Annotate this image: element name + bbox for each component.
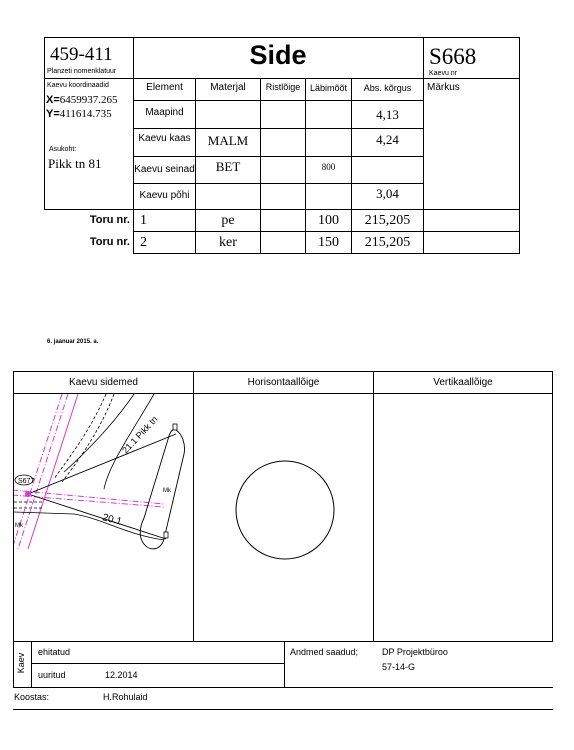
current-well-marker — [25, 491, 31, 497]
vertical-section-title: Vertikaallõige — [433, 377, 493, 388]
mk-label-left: Mk — [15, 523, 23, 529]
neighbor-well-label: S677 — [18, 478, 35, 485]
y-prefix: Y= — [46, 108, 60, 120]
col-header-cross: Ristlõige — [265, 82, 301, 92]
row-height: 4,24 — [376, 132, 399, 147]
corner-marker — [173, 424, 177, 430]
x-prefix: X= — [46, 94, 60, 106]
row-diameter: 800 — [321, 162, 336, 172]
inspected-value: 12.2014 — [105, 670, 138, 680]
row-material: MALM — [207, 133, 249, 148]
col-header-height: Abs. kõrgus — [363, 83, 412, 93]
nomenclature-number: 459-411 — [50, 44, 113, 65]
dimension-label: 20.1 — [101, 512, 123, 528]
row-element: Kaevu seinad — [134, 164, 195, 175]
horizontal-section-drawing — [194, 394, 373, 641]
col-header-material: Materjal — [210, 82, 246, 93]
col-header-diameter: Läbimõõt — [309, 83, 348, 93]
well-location-sketch — [14, 394, 193, 641]
pipe-material: pe — [221, 213, 235, 228]
coords-label: Kaevu koordinaadid — [47, 82, 109, 89]
data-source-label: Andmed saadud; — [290, 647, 359, 657]
pipe-height: 215,205 — [364, 235, 411, 250]
y-coordinate — [46, 108, 112, 120]
x-value: 6459937.265 — [59, 94, 118, 106]
pipe-label: Toru nr. — [89, 214, 130, 226]
mk-label-building: Mk — [163, 488, 171, 494]
well-section-circle — [236, 461, 334, 559]
row-material: BET — [215, 159, 241, 174]
row-element: Kaevu põhi — [139, 190, 190, 201]
pipe-number: 2 — [140, 235, 147, 250]
pipe-diameter: 150 — [318, 235, 339, 250]
pipe-number: 1 — [140, 213, 147, 228]
sketch-panel-title: Kaevu sidemed — [69, 377, 138, 388]
notes-header: Märkus — [427, 82, 460, 93]
well-number-label: Kaevu nr — [429, 70, 458, 77]
pipe-diameter: 100 — [318, 213, 339, 228]
pipe-label: Toru nr. — [89, 236, 130, 248]
location-label: Asukoht: — [49, 146, 77, 153]
document-date: 6. jaanuar 2015. a. — [47, 339, 99, 345]
street-label: 21.1 Pikk tn — [120, 414, 160, 456]
card-title: Side — [249, 40, 307, 70]
location-value: Pikk tn 81 — [48, 156, 102, 171]
y-value: 411614.735 — [59, 108, 112, 120]
row-element: Kaevu kaas — [138, 133, 191, 144]
x-coordinate — [46, 94, 118, 106]
pipe-height: 215,205 — [364, 213, 411, 228]
inspected-label: uuritud — [38, 670, 66, 680]
street-edges — [14, 394, 164, 540]
row-element: Maapind — [145, 107, 184, 118]
well-number: S668 — [429, 44, 477, 69]
pipe-material: ker — [219, 235, 237, 250]
footer-side-label: Kaev — [16, 652, 26, 674]
row-height: 3,04 — [376, 186, 399, 201]
corner-marker — [164, 532, 168, 538]
measure-line-2 — [28, 494, 166, 539]
company-name: DP Projektbüroo — [382, 647, 448, 657]
built-label: ehitatud — [38, 647, 71, 657]
horizontal-section-title: Horisontaallõige — [247, 377, 320, 388]
row-height: 4,13 — [376, 107, 399, 122]
col-header-element: Element — [146, 82, 183, 93]
author-name: H.Rohulaid — [103, 692, 148, 702]
company-code: 57-14-G — [382, 662, 416, 672]
author-label: Koostas: — [14, 692, 50, 702]
nomenclature-label: Planzeti nomenklatuur — [47, 68, 117, 75]
